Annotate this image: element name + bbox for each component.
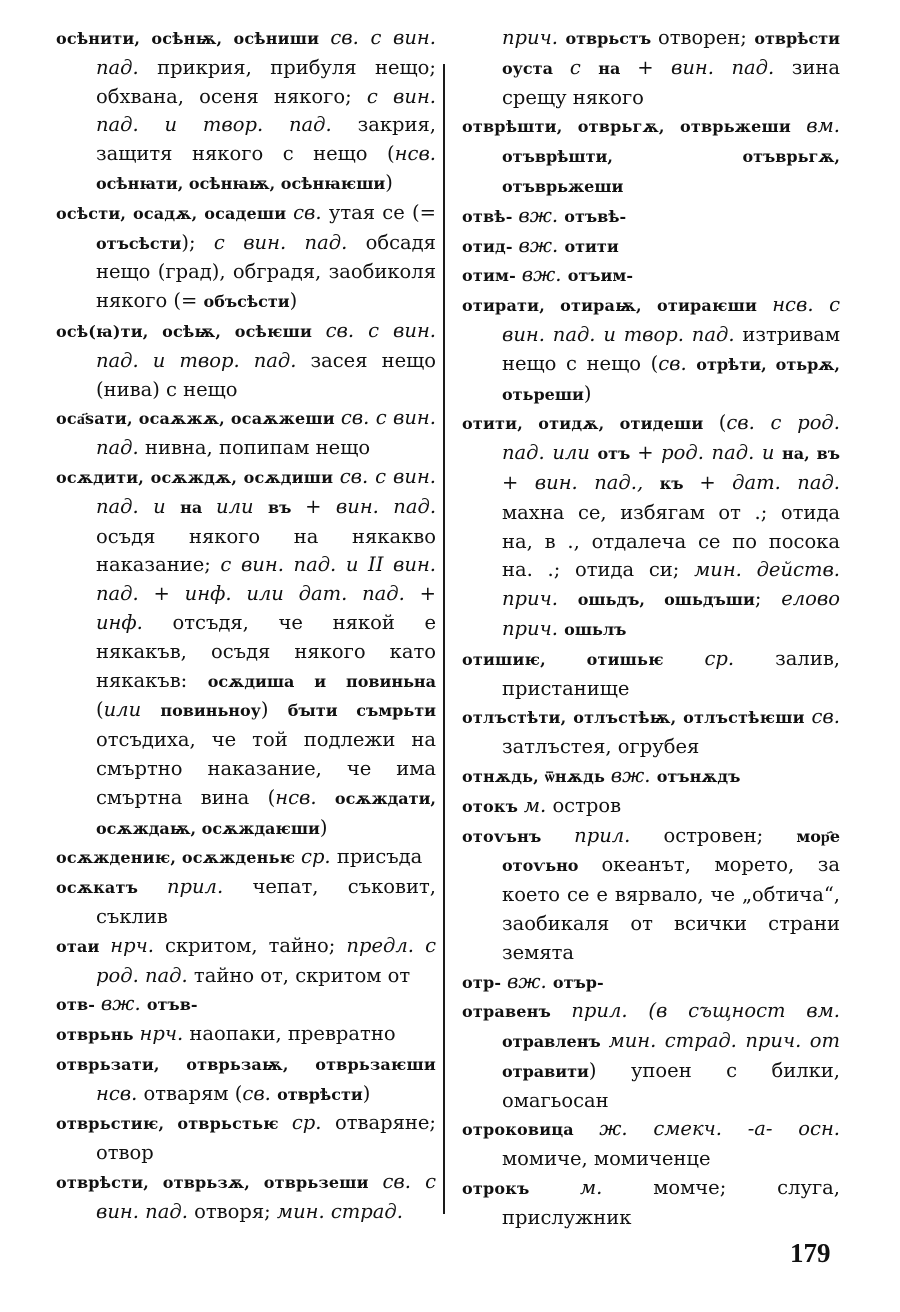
old-church-slavonic-form: отврѣсти xyxy=(277,1084,363,1104)
grammar-note: ср. xyxy=(301,845,337,869)
headword: отити, отидѫ, отидеши xyxy=(462,414,719,434)
grammar-note: прил. xyxy=(166,875,253,899)
dictionary-entry xyxy=(462,1174,840,1233)
grammar-note: ср. xyxy=(704,646,776,670)
dictionary-entry xyxy=(462,232,840,262)
definition-text: утая се (= xyxy=(328,200,436,224)
dictionary-entry xyxy=(56,404,436,463)
definition-text: отварям ( xyxy=(143,1081,243,1105)
old-church-slavonic-form: ошьлъ xyxy=(564,619,627,639)
grammar-note: или xyxy=(216,494,268,518)
old-church-slavonic-form: осѫждати, осѫждаѭ, осѫждаѥши xyxy=(96,788,436,838)
headword: отид- xyxy=(462,236,519,256)
dictionary-entry xyxy=(462,762,840,792)
old-church-slavonic-form: отъ xyxy=(597,444,638,464)
old-church-slavonic-form: отврьстъ xyxy=(565,29,658,48)
definition-text: момиче, момиченце xyxy=(502,1147,711,1171)
old-church-slavonic-form: отънѫдъ xyxy=(656,766,741,786)
grammar-note: нрч. xyxy=(139,1022,190,1046)
dictionary-entry xyxy=(56,843,436,873)
old-church-slavonic-form: отъв- xyxy=(146,995,198,1015)
dictionary-entry xyxy=(462,261,840,291)
headword: отаи xyxy=(56,936,111,956)
headword: отишиѥ, отишьѥ xyxy=(462,649,705,669)
grammar-note: мин. страд. прич. от xyxy=(608,1029,840,1053)
grammar-note: прил. xyxy=(574,823,664,847)
dictionary-entry xyxy=(462,968,840,998)
headword: осѣсти, осадѫ, осадеши xyxy=(56,203,294,223)
grammar-note: нсв. с вин. пад. и твор. пад. xyxy=(502,293,841,346)
grammar-note: св. xyxy=(658,351,697,375)
headword: отврьстиѥ, отврьстьѥ xyxy=(56,1114,292,1134)
definition-text: ) xyxy=(362,1081,371,1105)
grammar-note: с вин. пад. xyxy=(213,230,366,254)
definition-text: чепат, съковит, съклив xyxy=(96,875,436,928)
grammar-note: ж. смекч. -а- осн. xyxy=(599,1117,840,1141)
grammar-note: мин. страд. xyxy=(276,1199,403,1223)
grammar-note: св. с род. пад. или xyxy=(502,411,840,465)
grammar-note: прил. (в същност вм. xyxy=(571,999,841,1023)
grammar-note: с вин. пад. и II вин. пад. + инф. или дат. пад. + инф. xyxy=(96,553,437,634)
headword: отврьнь xyxy=(56,1025,140,1045)
old-church-slavonic-form: на xyxy=(180,497,217,517)
old-church-slavonic-form: бꙑти съмрьти xyxy=(287,701,436,721)
headword: отнѫдь, ѿнѫдь xyxy=(462,766,611,786)
dictionary-entry-continuation xyxy=(462,24,840,112)
definition-text: зина срещу някого xyxy=(502,55,840,109)
definition-text: ); xyxy=(181,230,214,254)
headword: отоѵьнъ xyxy=(462,826,575,846)
dictionary-entry xyxy=(462,291,840,409)
grammar-note: нрч. xyxy=(110,933,166,957)
old-church-slavonic-form: отъврѣшти, отъврьгѫ, отъврьжеши xyxy=(502,147,840,196)
definition-text: островен; xyxy=(663,823,797,847)
definition-text: ) упоен с билки, омагьосан xyxy=(502,1058,840,1112)
definition-text: ) xyxy=(319,815,328,839)
grammar-note: м. xyxy=(579,1176,654,1200)
old-church-slavonic-form: объсѣсти xyxy=(203,292,290,312)
definition-text: ) xyxy=(260,698,288,722)
dictionary-entry xyxy=(56,990,436,1020)
definition-text: присъда xyxy=(336,845,423,869)
grammar-note: св. xyxy=(242,1081,278,1105)
grammar-note: + вин. пад. xyxy=(305,494,437,518)
headword: осѫждениѥ, осѫжденьѥ xyxy=(56,848,302,868)
dictionary-entry xyxy=(462,112,840,201)
dictionary-entry xyxy=(56,1109,436,1168)
dictionary-entry xyxy=(56,199,436,317)
old-church-slavonic-form: мор҄е отоѵьно xyxy=(502,826,840,876)
right-column xyxy=(462,24,840,1233)
headword: отрокъ xyxy=(462,1179,580,1199)
headword: отр- xyxy=(462,972,507,992)
dictionary-entry xyxy=(56,317,436,404)
left-column xyxy=(56,24,436,1227)
old-church-slavonic-form: отър- xyxy=(552,972,604,992)
grammar-note: м. xyxy=(523,793,553,817)
dictionary-entry xyxy=(56,463,436,843)
dictionary-entry xyxy=(462,792,840,822)
old-church-slavonic-form: отравленъ xyxy=(502,1032,609,1052)
grammar-note: св. xyxy=(811,705,840,729)
headword: осѣнити, осѣнѭ, осѣниши xyxy=(56,29,331,48)
grammar-note: вм. xyxy=(806,114,840,138)
definition-text: осъдя някого на някакво наказание; xyxy=(96,524,436,577)
definition-text: ) xyxy=(385,170,393,194)
dictionary-entry xyxy=(56,873,436,932)
dictionary-entry xyxy=(462,822,840,968)
grammar-note: вж. xyxy=(518,233,565,257)
definition-text: залив, пристанище xyxy=(502,646,840,700)
grammar-note: св. с вин. пад. xyxy=(96,26,436,79)
definition-text: отворен; xyxy=(657,26,755,49)
definition-text: закрия, защитя някого с нещо ( xyxy=(96,113,436,166)
grammar-note: св. xyxy=(293,200,329,224)
headword: отвѣ- xyxy=(462,206,519,226)
definition-text: отворя; xyxy=(194,1199,277,1223)
grammar-note: вж. xyxy=(610,763,657,787)
definition-text: океанът, морето, за което се е вярвало, че „обтича“, заобикаля от всички страни земята xyxy=(502,853,840,964)
headword: осѣ(ꙗ)ти, осѣѭ, осѣѥши xyxy=(56,321,326,341)
definition-text: отсъдя, че някой е някакъв, осъдя някого като някакъв: xyxy=(96,610,436,692)
definition-text: махна се, избягам от .; отида на, в ., отдалеча се по посока на. .; отида си; xyxy=(502,500,840,582)
dictionary-entry xyxy=(462,645,840,704)
headword: отим- xyxy=(462,266,522,286)
definition-text: ) xyxy=(289,289,298,313)
headword: осѫкатъ xyxy=(56,878,167,898)
grammar-note: нсв. xyxy=(394,142,436,166)
headword: осѫдити, осѫждѫ, осѫдиши xyxy=(56,467,340,487)
old-church-slavonic-form: отрѣти, отьрѫ, отьреши xyxy=(502,354,841,404)
definition-text: затлъстея, огрубея xyxy=(502,735,700,759)
definition-text: засея нещо (нива) с нещо xyxy=(96,348,436,401)
old-church-slavonic-form: отравити xyxy=(502,1061,589,1081)
headword: отврьзати, отврьзаѭ, отврьзаѥши xyxy=(56,1054,436,1074)
old-church-slavonic-form: отврѣсти оуста xyxy=(502,29,840,78)
grammar-note: мин. действ. прич. xyxy=(502,558,840,611)
grammar-note: св. с вин. пад. xyxy=(96,406,436,460)
headword: отравенъ xyxy=(462,1002,572,1022)
dictionary-entry xyxy=(462,703,840,762)
grammar-note: с вин. пад. и твор. пад. xyxy=(96,84,437,137)
grammar-note: + род. пад. и xyxy=(637,441,782,465)
dictionary-entry xyxy=(56,1168,436,1227)
definition-text: ) xyxy=(583,381,592,405)
old-church-slavonic-form: къ xyxy=(659,473,700,493)
dictionary-entry xyxy=(56,1050,436,1110)
headword: отврѣшти, отврьгѫ, отврьжеши xyxy=(462,117,807,137)
grammar-note: предл. с род. пад. xyxy=(96,933,436,987)
headword: отокъ xyxy=(462,796,524,816)
definition-text: тайно от, скритом от xyxy=(193,963,411,987)
grammar-note: св. с вин. пад. и xyxy=(96,464,436,518)
definition-text: ( xyxy=(96,698,104,722)
definition-text: скритом, тайно; xyxy=(165,933,347,957)
old-church-slavonic-form: на, въ xyxy=(782,444,840,464)
headword: отроковица xyxy=(462,1120,600,1140)
definition-text: ( xyxy=(718,411,727,435)
definition-text: наопаки, превратно xyxy=(189,1022,396,1046)
grammar-note: нсв. xyxy=(275,785,335,809)
definition-text: прикрия, прибуля нещо; обхвана, осеня някого; xyxy=(96,55,436,108)
dictionary-entry xyxy=(56,932,436,991)
page-number: 179 xyxy=(790,1238,831,1268)
dictionary-entry xyxy=(462,409,840,644)
headword: отирати, отираѭ, отираѥши xyxy=(462,296,773,316)
grammar-note: вж. xyxy=(521,263,568,287)
old-church-slavonic-form: отити xyxy=(564,236,619,256)
definition-text: нивна, попипам нещо xyxy=(144,436,371,460)
grammar-note: вж. xyxy=(518,203,565,227)
headword: отв- xyxy=(56,995,101,1015)
definition-text: остров xyxy=(552,793,622,817)
grammar-note: вж. xyxy=(100,992,147,1016)
grammar-note: + вин. пад. xyxy=(637,55,792,79)
old-church-slavonic-form: на xyxy=(598,58,638,78)
dictionary-entry xyxy=(56,24,436,199)
grammar-note: св. с вин. пад. и твор. пад. xyxy=(96,318,436,372)
grammar-note: вж. xyxy=(506,969,553,993)
definition-text: изтривам нещо с нещо ( xyxy=(502,322,840,375)
headword: отврѣсти, отврьзѫ, отврьзеши xyxy=(56,1173,383,1193)
dictionary-entry xyxy=(462,1115,840,1174)
old-church-slavonic-form: въ xyxy=(267,497,306,517)
old-church-slavonic-form: отъим- xyxy=(567,266,633,286)
dictionary-entry xyxy=(462,997,840,1115)
grammar-note: + дат. пад. xyxy=(699,470,841,494)
definition-text: ; xyxy=(754,587,782,611)
definition-text: отсъдиха, че той подлежи на смъртно наказание, че има смъртна вина ( xyxy=(96,728,436,809)
grammar-note: или xyxy=(103,698,161,722)
old-church-slavonic-form: повиньноу xyxy=(160,701,261,721)
grammar-note: нсв. xyxy=(96,1081,144,1105)
headword: отлъстѣти, отлъстѣѭ, отлъстѣѥши xyxy=(462,708,812,728)
headword: оса҃ѕати, осаѫжѫ, осаѫжеши xyxy=(56,409,341,429)
old-church-slavonic-form: отъсѣсти xyxy=(96,233,182,253)
grammar-note: с xyxy=(569,55,599,79)
grammar-note: + вин. пад., xyxy=(502,470,660,494)
grammar-note: прич. xyxy=(502,26,566,49)
grammar-note: ср. xyxy=(291,1111,335,1135)
dictionary-entry xyxy=(462,202,840,232)
definition-text: отваряне; отвор xyxy=(96,1111,436,1165)
grammar-note: св. с вин. пад. xyxy=(96,1170,436,1223)
old-church-slavonic-form: осѣнꙗти, осѣнꙗѭ, осѣнꙗѥши xyxy=(96,173,386,193)
definition-text: обсадя нещо (град), обградя, заобиколя някого (= xyxy=(96,230,436,313)
dictionary-entry xyxy=(56,1020,436,1050)
grammar-note: елово прич. xyxy=(502,587,840,640)
column-divider xyxy=(443,64,445,1214)
definition-text: момче; слуга, прислужник xyxy=(502,1176,840,1229)
old-church-slavonic-form: осѫдиша и повиньна xyxy=(207,671,437,691)
old-church-slavonic-form: отъвѣ- xyxy=(564,206,627,226)
old-church-slavonic-form: ошьдъ, ошьдъши xyxy=(577,590,755,610)
